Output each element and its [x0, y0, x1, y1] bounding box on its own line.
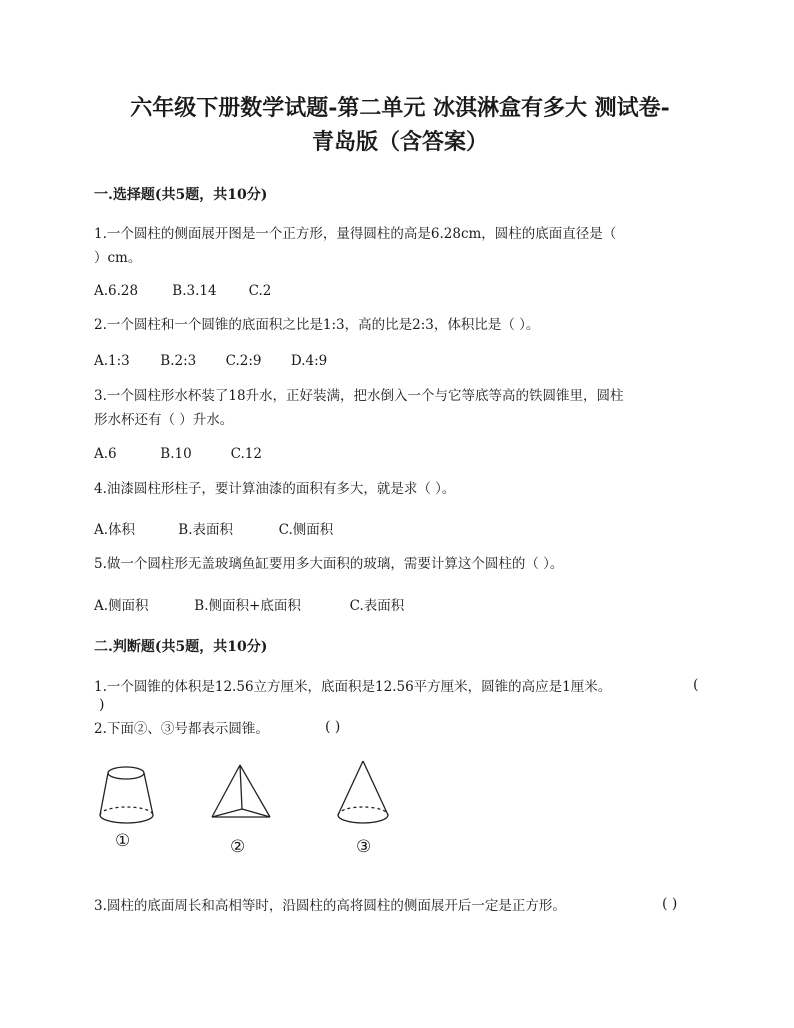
option-b: B.表面积: [178, 522, 234, 538]
question-line: 2.一个圆柱和一个圆锥的底面积之比是1:3，高的比是2:3，体积比是（ ）。: [94, 317, 540, 333]
question-line: 3.一个圆柱形水杯装了18升水，正好装满，把水倒入一个与它等底等高的铁圆锥里，圆柱: [94, 388, 624, 404]
option-b: B.3.14: [172, 283, 217, 299]
question-text: [94, 477, 704, 501]
figure-label-1: ①: [115, 831, 131, 851]
answer-paren: ( ): [662, 896, 678, 912]
option-b: B.侧面积+底面积: [194, 598, 301, 614]
section-heading-choice: 一.选择题(共5题，共10分): [94, 187, 268, 203]
option-c: C.侧面积: [278, 522, 334, 538]
option-d: D.4:9: [290, 353, 328, 369]
question-text: [94, 552, 704, 576]
question-text: 2.下面②、③号都表示圆锥。: [94, 721, 269, 737]
question-line: 5.做一个圆柱形无盖玻璃鱼缸要用多大面积的玻璃，需要计算这个圆柱的（ ）。: [94, 556, 564, 572]
option-a: A.6.28: [94, 283, 139, 299]
question-line: ）cm。: [94, 250, 142, 266]
option-a: A.侧面积: [94, 598, 149, 614]
option-c: C.2: [248, 283, 272, 299]
figure-label-3: ③: [356, 837, 372, 857]
geometry-figures: [90, 755, 410, 865]
option-b: B.10: [160, 446, 192, 462]
answer-paren: ( ): [325, 719, 341, 735]
option-a: A.1:3: [94, 353, 130, 369]
question-line: 形水杯还有（ ）升水。: [94, 412, 234, 428]
options-row: [94, 446, 262, 462]
option-b: B.2:3: [160, 353, 197, 369]
answer-paren-open: (: [693, 677, 699, 693]
options-row: [94, 594, 404, 614]
cone-figure: [338, 761, 388, 823]
option-c: C.表面积: [349, 598, 405, 614]
section-heading-judge: 二.判断题(共5题，共10分): [94, 639, 268, 655]
question-line: 1.一个圆柱的侧面展开图是一个正方形，量得圆柱的高是6.28cm，圆柱的底面直径是（: [94, 226, 617, 242]
option-a: A.6: [94, 446, 117, 462]
answer-paren-close: ): [99, 697, 105, 713]
options-row: [94, 353, 327, 369]
question-line: 4.油漆圆柱形柱子，要计算油漆的面积有多大，就是求（ ）。: [94, 481, 456, 497]
question-text: 1.一个圆锥的体积是12.56立方厘米，底面积是12.56平方厘米，圆锥的高应是1厘米。: [94, 679, 612, 695]
question-text: [94, 313, 704, 337]
figure-label-2: ②: [230, 837, 246, 857]
question-text: [94, 384, 704, 432]
question-text: [94, 222, 704, 270]
option-c: C.12: [230, 446, 262, 462]
page-title-line2: 青岛版（含答案）: [311, 129, 488, 155]
option-c: C.2:9: [225, 353, 262, 369]
frustum-figure: [100, 767, 153, 823]
figures-svg: [90, 755, 410, 835]
page-title-line1: 六年级下册数学试题-第二单元 冰淇淋盒有多大 测试卷-: [130, 95, 670, 121]
options-row: [94, 283, 271, 299]
options-row: [94, 518, 333, 538]
option-a: A.体积: [94, 522, 136, 538]
pyramid-figure: [212, 765, 270, 817]
question-text: 3.圆柱的底面周长和高相等时，沿圆柱的高将圆柱的侧面展开后一定是正方形。: [94, 898, 566, 914]
